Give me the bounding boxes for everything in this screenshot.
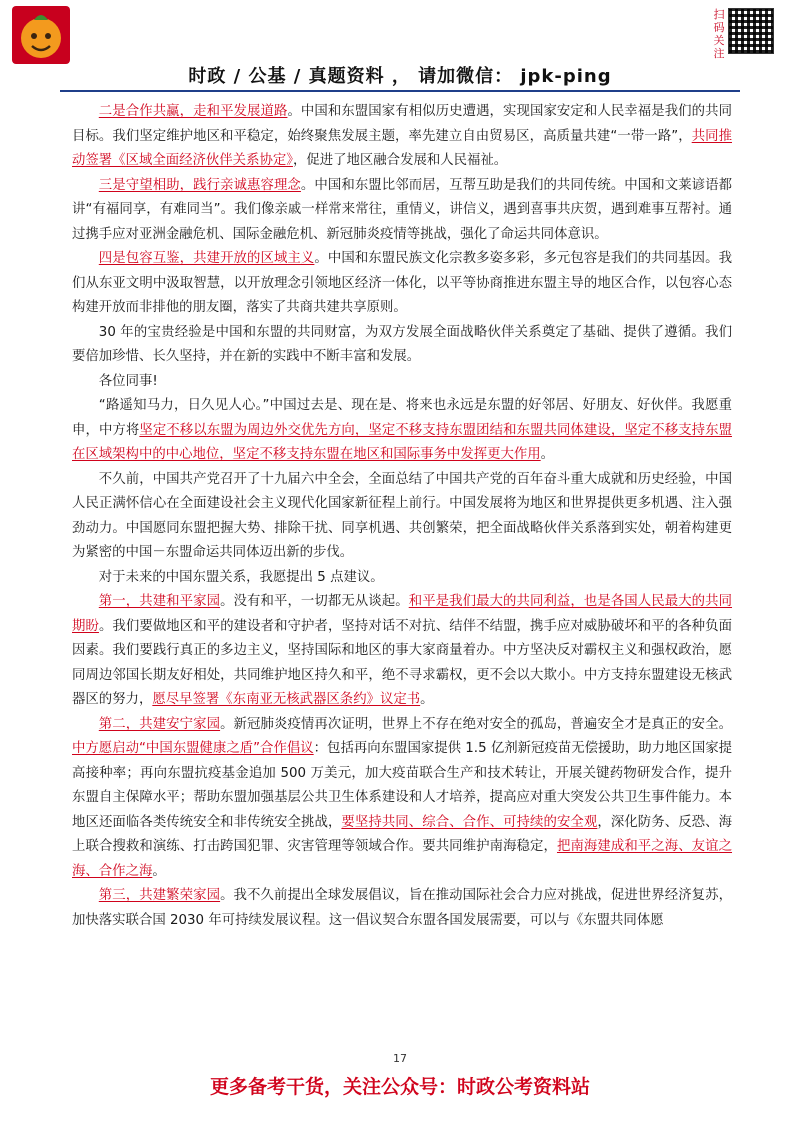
header-divider — [60, 90, 740, 92]
highlighted-text: 四是包容互鉴，共建开放的区域主义 — [98, 251, 315, 266]
paragraph — [72, 247, 732, 321]
highlighted-text: 三是守望相助，践行亲诚惠容理念 — [98, 177, 301, 193]
body-text: 30 年的宝贵经验是中国和东盟的共同财富，为双方发展全面战略伙伴关系奠定了基础、提供了遵循。我们要倍加珍惜、长久坚持，并在新的实践中不断丰富和发展。 — [72, 324, 732, 364]
highlighted-text: 坚定不移以东盟为周边外交优先方向，坚定不移支持东盟团结和东盟共同体建设，坚定不移支持东盟在区域架构中的中心地位，坚定不移支持东盟在地区和国际事务中发挥更大作用 — [72, 422, 733, 462]
highlighted-text: 把南海建成和平之海、友谊之海、合作之海 — [72, 839, 733, 879]
page-header-title: 时政 / 公基 / 真题资料 ， 请加微信： jpk-ping — [188, 66, 612, 87]
body-text: ，深化防务、反恐、海上联合搜救和演练、打击跨国犯罪、灾害管理等领域合作。要共同维护南海稳定， — [72, 814, 733, 854]
body-text: 。中国和东盟民族文化宗教多姿多彩，多元包容是我们的共同基因。我们从东亚文明中汲取智慧，以开放理念引领地区经济一体化，以平等协商推进东盟主导的地区合作，以包容心态构建开放而非排他的朋友圈，落实了共商共建共享原则。 — [72, 251, 733, 315]
body-text: 。 — [540, 447, 555, 462]
paragraph — [72, 590, 732, 713]
body-text: 。中国和东盟国家有相似历史遭遇，实现国家安定和人民幸福是我们的共同目标。我们坚定维护地区和平稳定，始终聚焦发展主题，率先建立自由贸易区，高质量共建“一带一路”， — [72, 104, 732, 144]
orange-mascot-logo-icon — [12, 6, 70, 64]
document-body — [72, 100, 732, 933]
paragraph — [72, 394, 732, 468]
body-text: 。没有和平，一切都无从谈起。 — [220, 594, 409, 609]
highlighted-text: 二是合作共赢，走和平发展道路 — [98, 104, 288, 119]
highlighted-text: 共同推动签署《区域全面经济伙伴关系协定》 — [72, 128, 732, 168]
body-text: 不久前，中国共产党召开了十九届六中全会，全面总结了中国共产党的百年奋斗重大成就和历史经验，中国人民正满怀信心在全面建设社会主义现代化国家新征程上前行。中国发展将为地区和世界提供更多机遇、注入强劲动力。中国愿同东盟把握大势、排除干扰、同享机遇、共创繁荣，把全面战略伙伴关系落到实处，朝着构建更为紧密的中国－东盟命运共同体迈出新的步伐。 — [72, 471, 732, 560]
highlighted-text: 第二，共建安宁家园 — [98, 716, 221, 732]
paragraph — [72, 884, 732, 933]
paragraph — [72, 100, 732, 174]
highlighted-text: 和平是我们最大的共同利益，也是各国人民最大的共同期盼 — [72, 594, 733, 634]
body-text: 。 — [152, 863, 166, 879]
qr-code-icon[interactable] — [728, 8, 774, 54]
body-text: 。新冠肺炎疫情再次证明，世界上不存在绝对安全的孤岛，普遍安全才是真正的安全。 — [220, 716, 733, 732]
paragraph — [72, 713, 732, 885]
paragraph — [72, 174, 732, 248]
body-text: 。我们要做地区和平的建设者和守护者，坚持对话不对抗、结伴不结盟，携手应对威胁破坏和平的各种负面因素。我们要践行真正的多边主义，坚持国际和地区的事大家商量着办。中方坚决反对霸权主义和强权政治，愿同周边邻国长期友好相处，共同维护地区持久和平，绝不寻求霸权，更不会以大欺小。中方支持东盟建设无核武器区的努力， — [72, 618, 733, 707]
highlighted-text: 中方愿启动“中国东盟健康之盾”合作倡议 — [72, 741, 314, 756]
body-text: 。 — [420, 692, 434, 707]
body-text: 各位同事! — [98, 373, 158, 389]
body-text: “路遥知马力，日久见人心。”中国过去是、现在是、将来也永远是东盟的好邻居、好朋友、好伙伴。我愿重申，中方将 — [72, 398, 732, 438]
qr-label: 扫码关注 — [713, 8, 725, 60]
body-text: 。我不久前提出全球发展倡议，旨在推动国际社会合力应对挑战，促进世界经济复苏，加快落实联合国 2030 年可持续发展议程。这一倡议契合东盟各国发展需要，可以与《东盟共同体愿 — [72, 888, 733, 928]
body-text: ，促进了地区融合发展和人民福祉。 — [292, 153, 508, 168]
page-number: 17 — [393, 1052, 407, 1065]
footer-banner: 更多备考干货，关注公众号：时政公考资料站 — [209, 1076, 590, 1098]
highlighted-text: 第三，共建繁荣家园 — [98, 888, 221, 903]
body-text: ：包括再向东盟国家提供 1.5 亿剂新冠疫苗无偿援助，助力地区国家提高接种率；再向东盟抗疫基金追加 500 万美元，加大疫苗联合生产和技术转让，开展关键药物研发合作，提升东盟自主保障水平；帮助东盟加强基层公共卫生体系建设和人才培养，提高应对重大突发公共卫生事件能力。本地区还面临各类传统安全和非传统安全挑战， — [72, 741, 733, 830]
highlighted-text: 愿尽早签署《东南亚无核武器区条约》议定书 — [152, 692, 421, 707]
paragraph — [72, 321, 732, 370]
highlighted-text: 要坚持共同、综合、合作、可持续的安全观 — [341, 814, 598, 830]
body-text: 对于未来的中国东盟关系，我愿提出 5 点建议。 — [98, 569, 384, 585]
highlighted-text: 第一，共建和平家园 — [98, 594, 221, 609]
paragraph — [72, 468, 732, 566]
paragraph — [72, 566, 732, 591]
body-text: 。中国和东盟比邻而居，互帮互助是我们的共同传统。中国和文莱谚语都讲“有福同享，有难同当”。我们像亲戚一样常来常往，重情义，讲信义，遇到喜事共庆贺，遇到难事互帮衬。通过携手应对亚洲金融危机、国际金融危机、新冠肺炎疫情等挑战，强化了命运共同体意识。 — [72, 177, 733, 242]
paragraph — [72, 370, 732, 395]
